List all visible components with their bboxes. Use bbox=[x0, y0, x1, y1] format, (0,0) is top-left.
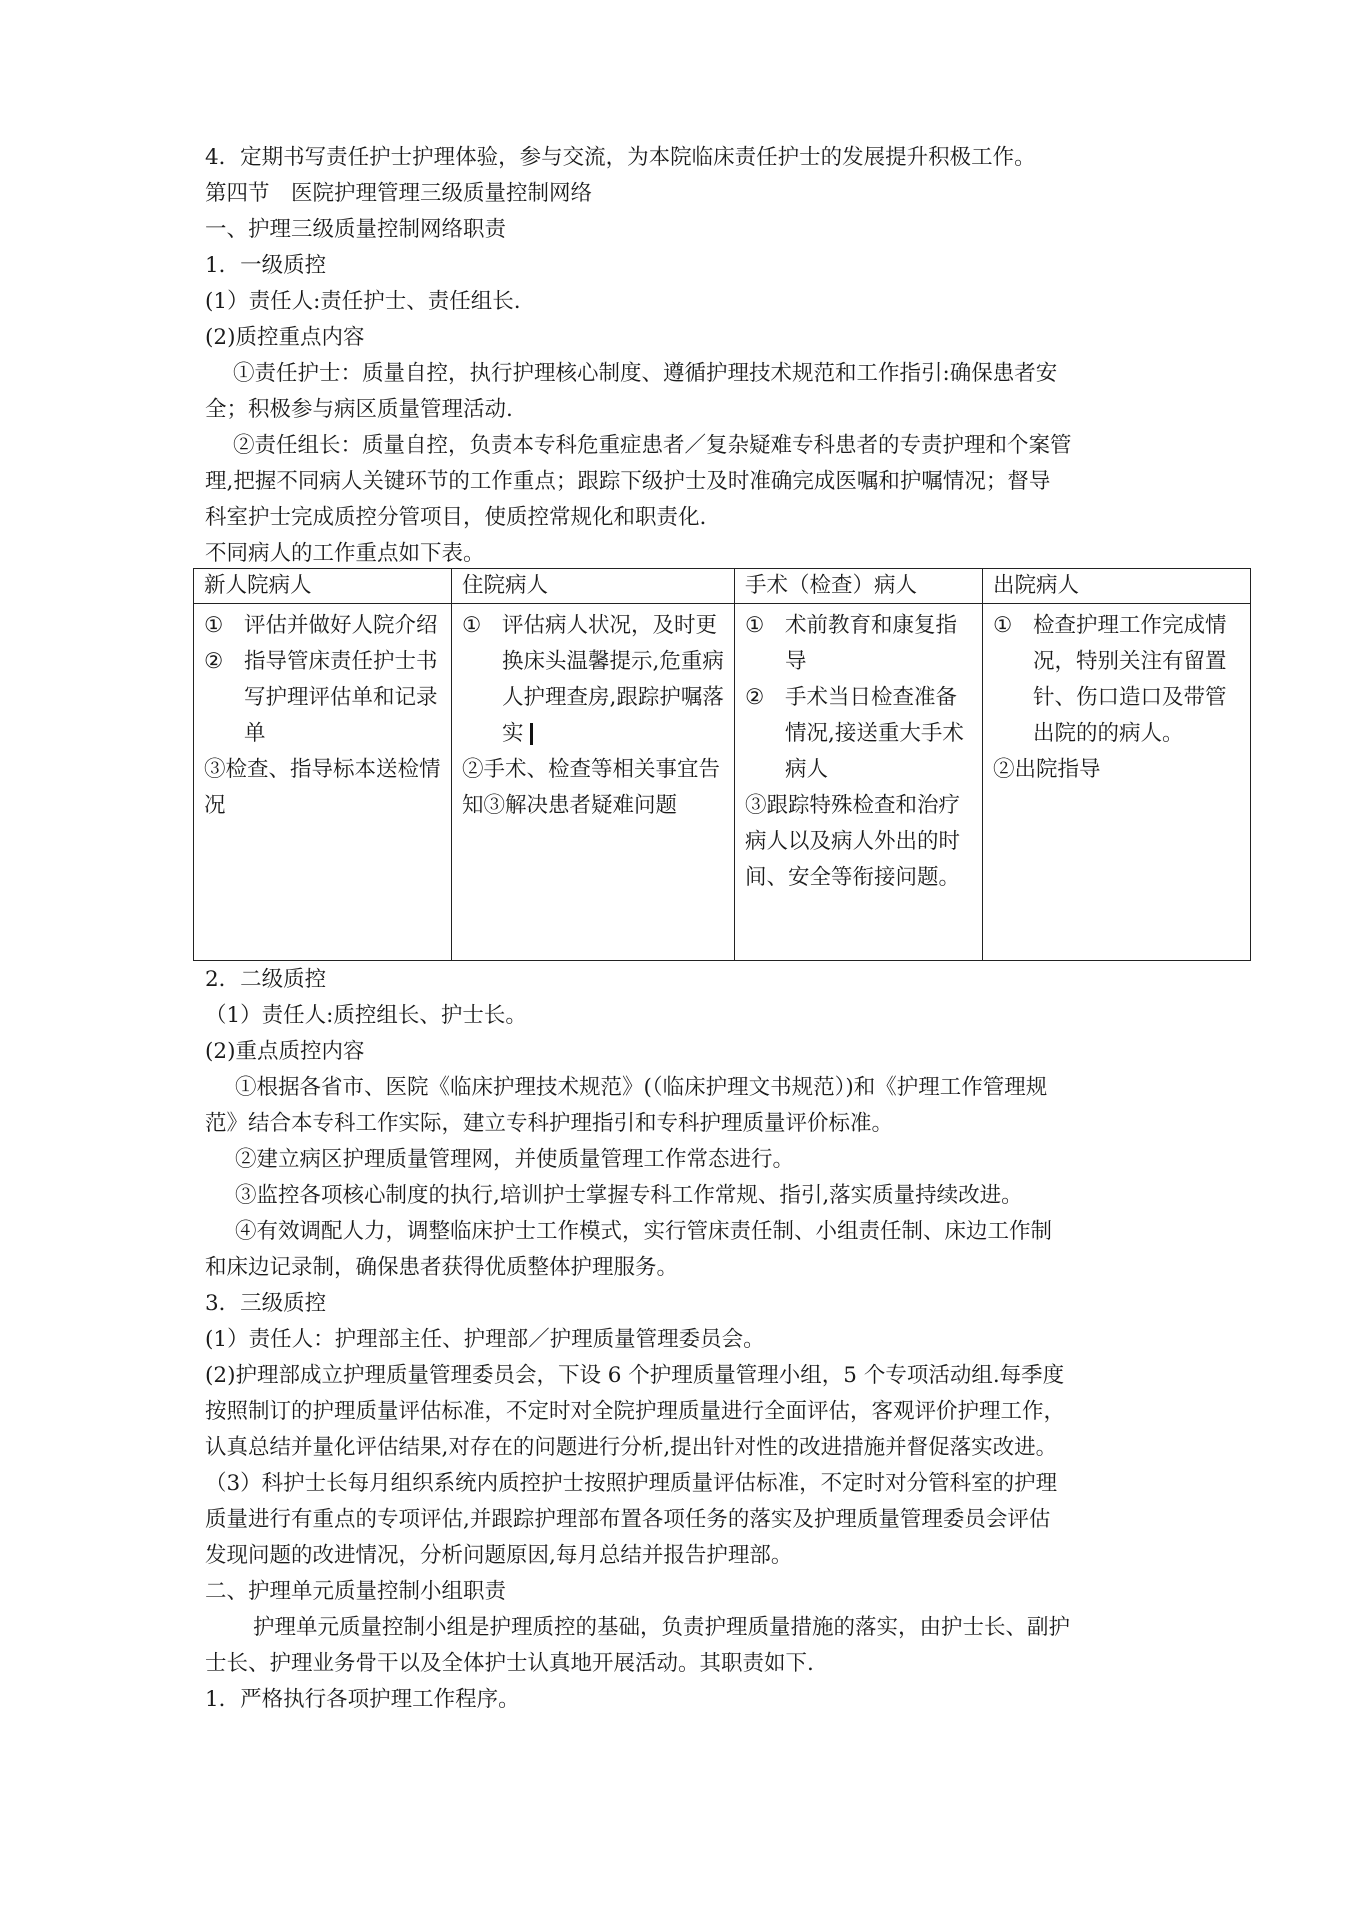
item-text: ③检查、指导标本送检情况 bbox=[204, 757, 441, 818]
table-header-row bbox=[194, 569, 1251, 604]
list-item bbox=[993, 608, 1240, 752]
table-header-cell: 新人院病人 bbox=[194, 569, 452, 604]
list-item bbox=[204, 644, 441, 752]
item-number: ② bbox=[204, 649, 224, 674]
work-focus-table bbox=[193, 568, 1251, 961]
text-line: (2)质控重点内容 bbox=[205, 325, 365, 350]
section-heading: 第四节 医院护理管理三级质量控制网络 bbox=[205, 181, 593, 206]
table-row bbox=[194, 604, 1251, 961]
text-line: 3．三级质控 bbox=[205, 1291, 327, 1316]
text-line: (1）责任人：护理部主任、护理部／护理质量管理委员会。 bbox=[205, 1327, 765, 1352]
item-number: ① bbox=[462, 613, 482, 638]
list-item bbox=[462, 608, 724, 752]
text-line: 发现问题的改进情况，分析问题原因,每月总结并报告护理部。 bbox=[205, 1543, 793, 1568]
text-line: (1）责任人:责任护士、责任组长. bbox=[205, 289, 521, 314]
table-header-cell: 手术（检查）病人 bbox=[735, 569, 983, 604]
text-line: 不同病人的工作重点如下表。 bbox=[205, 541, 485, 566]
list-item bbox=[204, 608, 441, 644]
table-cell bbox=[735, 604, 983, 961]
secondary-control-section bbox=[205, 962, 1150, 1718]
item-text: 术前教育和康复指导 bbox=[785, 613, 958, 674]
list-item bbox=[745, 680, 972, 788]
text-line: 4．定期书写责任护士护理体验，参与交流，为本院临床责任护士的发展提升积极工作。 bbox=[205, 145, 1036, 170]
table-cell bbox=[983, 604, 1251, 961]
table-cell bbox=[194, 604, 452, 961]
text-line: 1．一级质控 bbox=[205, 253, 327, 278]
text-line: 一、护理三级质量控制网络职责 bbox=[205, 217, 507, 242]
text-line: 认真总结并量化评估结果,对存在的问题进行分析,提出针对性的改进措施并督促落实改进。 bbox=[205, 1435, 1058, 1460]
text-line: ④有效调配人力，调整临床护士工作模式，实行管床责任制、小组责任制、床边工作制 bbox=[235, 1219, 1053, 1244]
item-text: 检查护理工作完成情况，特别关注有留置针、伤口造口及带管出院的的病人。 bbox=[1033, 613, 1227, 746]
text-line: 和床边记录制，确保患者获得优质整体护理服务。 bbox=[205, 1255, 679, 1280]
text-line: ②建立病区护理质量管理网，并使质量管理工作常态进行。 bbox=[235, 1147, 795, 1172]
text-line: (2)护理部成立护理质量管理委员会，下设 6 个护理质量管理小组，5 个专项活动组.每季度 bbox=[205, 1363, 1065, 1388]
item-number: ① bbox=[993, 613, 1013, 638]
table-header-cell: 出院病人 bbox=[983, 569, 1251, 604]
text-line: 全；积极参与病区质量管理活动. bbox=[205, 397, 513, 422]
text-line: 士长、护理业务骨干以及全体护士认真地开展活动。其职责如下. bbox=[205, 1651, 814, 1676]
text-line: (2)重点质控内容 bbox=[205, 1039, 365, 1064]
text-cursor-icon bbox=[530, 723, 533, 745]
item-text: 指导管床责任护士书写护理评估单和记录单 bbox=[244, 649, 438, 746]
text-line: ①责任护士：质量自控，执行护理核心制度、遵循护理技术规范和工作指引:确保患者安 bbox=[233, 361, 1058, 386]
text-line: 2．二级质控 bbox=[205, 967, 327, 992]
item-text: 评估病人状况，及时更换床头温馨提示,危重病人护理查房,跟踪护嘱落实 bbox=[502, 613, 724, 746]
text-line: ③监控各项核心制度的执行,培训护士掌握专科工作常规、指引,落实质量持续改进。 bbox=[235, 1183, 1023, 1208]
item-text: ③跟踪特殊检查和治疗病人以及病人外出的时间、安全等衔接问题。 bbox=[745, 793, 961, 890]
text-line: 按照制订的护理质量评估标准，不定时对全院护理质量进行全面评估，客观评价护理工作， bbox=[205, 1399, 1066, 1424]
list-item bbox=[745, 608, 972, 680]
text-line: 理,把握不同病人关键环节的工作重点；跟踪下级护士及时准确完成医嘱和护嘱情况；督导 bbox=[205, 469, 1051, 494]
table-header-cell: 住院病人 bbox=[452, 569, 735, 604]
item-number: ① bbox=[204, 613, 224, 638]
item-text: 评估并做好人院介绍 bbox=[244, 613, 438, 638]
text-line: （3）科护士长每月组织系统内质控护士按照护理质量评估标准，不定时对分管科室的护理 bbox=[205, 1471, 1058, 1496]
text-line: 二、护理单元质量控制小组职责 bbox=[205, 1579, 507, 1604]
text-line: 质量进行有重点的专项评估,并跟踪护理部布置各项任务的落实及护理质量管理委员会评估 bbox=[205, 1507, 1051, 1532]
text-line: 科室护士完成质控分管项目，使质控常规化和职责化. bbox=[205, 505, 707, 530]
item-text: ②出院指导 bbox=[993, 757, 1101, 782]
text-line: ①根据各省市、医院《临床护理技术规范》(（临床护理文书规范）)和《护理工作管理规 bbox=[235, 1075, 1048, 1100]
item-number: ② bbox=[745, 685, 765, 710]
text-line: 1．严格执行各项护理工作程序。 bbox=[205, 1687, 520, 1712]
item-number: ① bbox=[745, 613, 765, 638]
text-line: ②责任组长：质量自控，负责本专科危重症患者／复杂疑难专科患者的专责护理和个案管 bbox=[233, 433, 1072, 458]
table-cell bbox=[452, 604, 735, 961]
item-text: ②手术、检查等相关事宜告知③解决患者疑难问题 bbox=[462, 757, 721, 818]
top-section bbox=[205, 140, 1150, 572]
text-line: 护理单元质量控制小组是护理质控的基础，负责护理质量措施的落实，由护士长、副护 bbox=[253, 1615, 1071, 1640]
text-line: （1）责任人:质控组长、护士长。 bbox=[205, 1003, 527, 1028]
item-text: 手术当日检查准备情况,接送重大手术病人 bbox=[785, 685, 964, 782]
text-line: 范》结合本专科工作实际，建立专科护理指引和专科护理质量评价标准。 bbox=[205, 1111, 894, 1136]
